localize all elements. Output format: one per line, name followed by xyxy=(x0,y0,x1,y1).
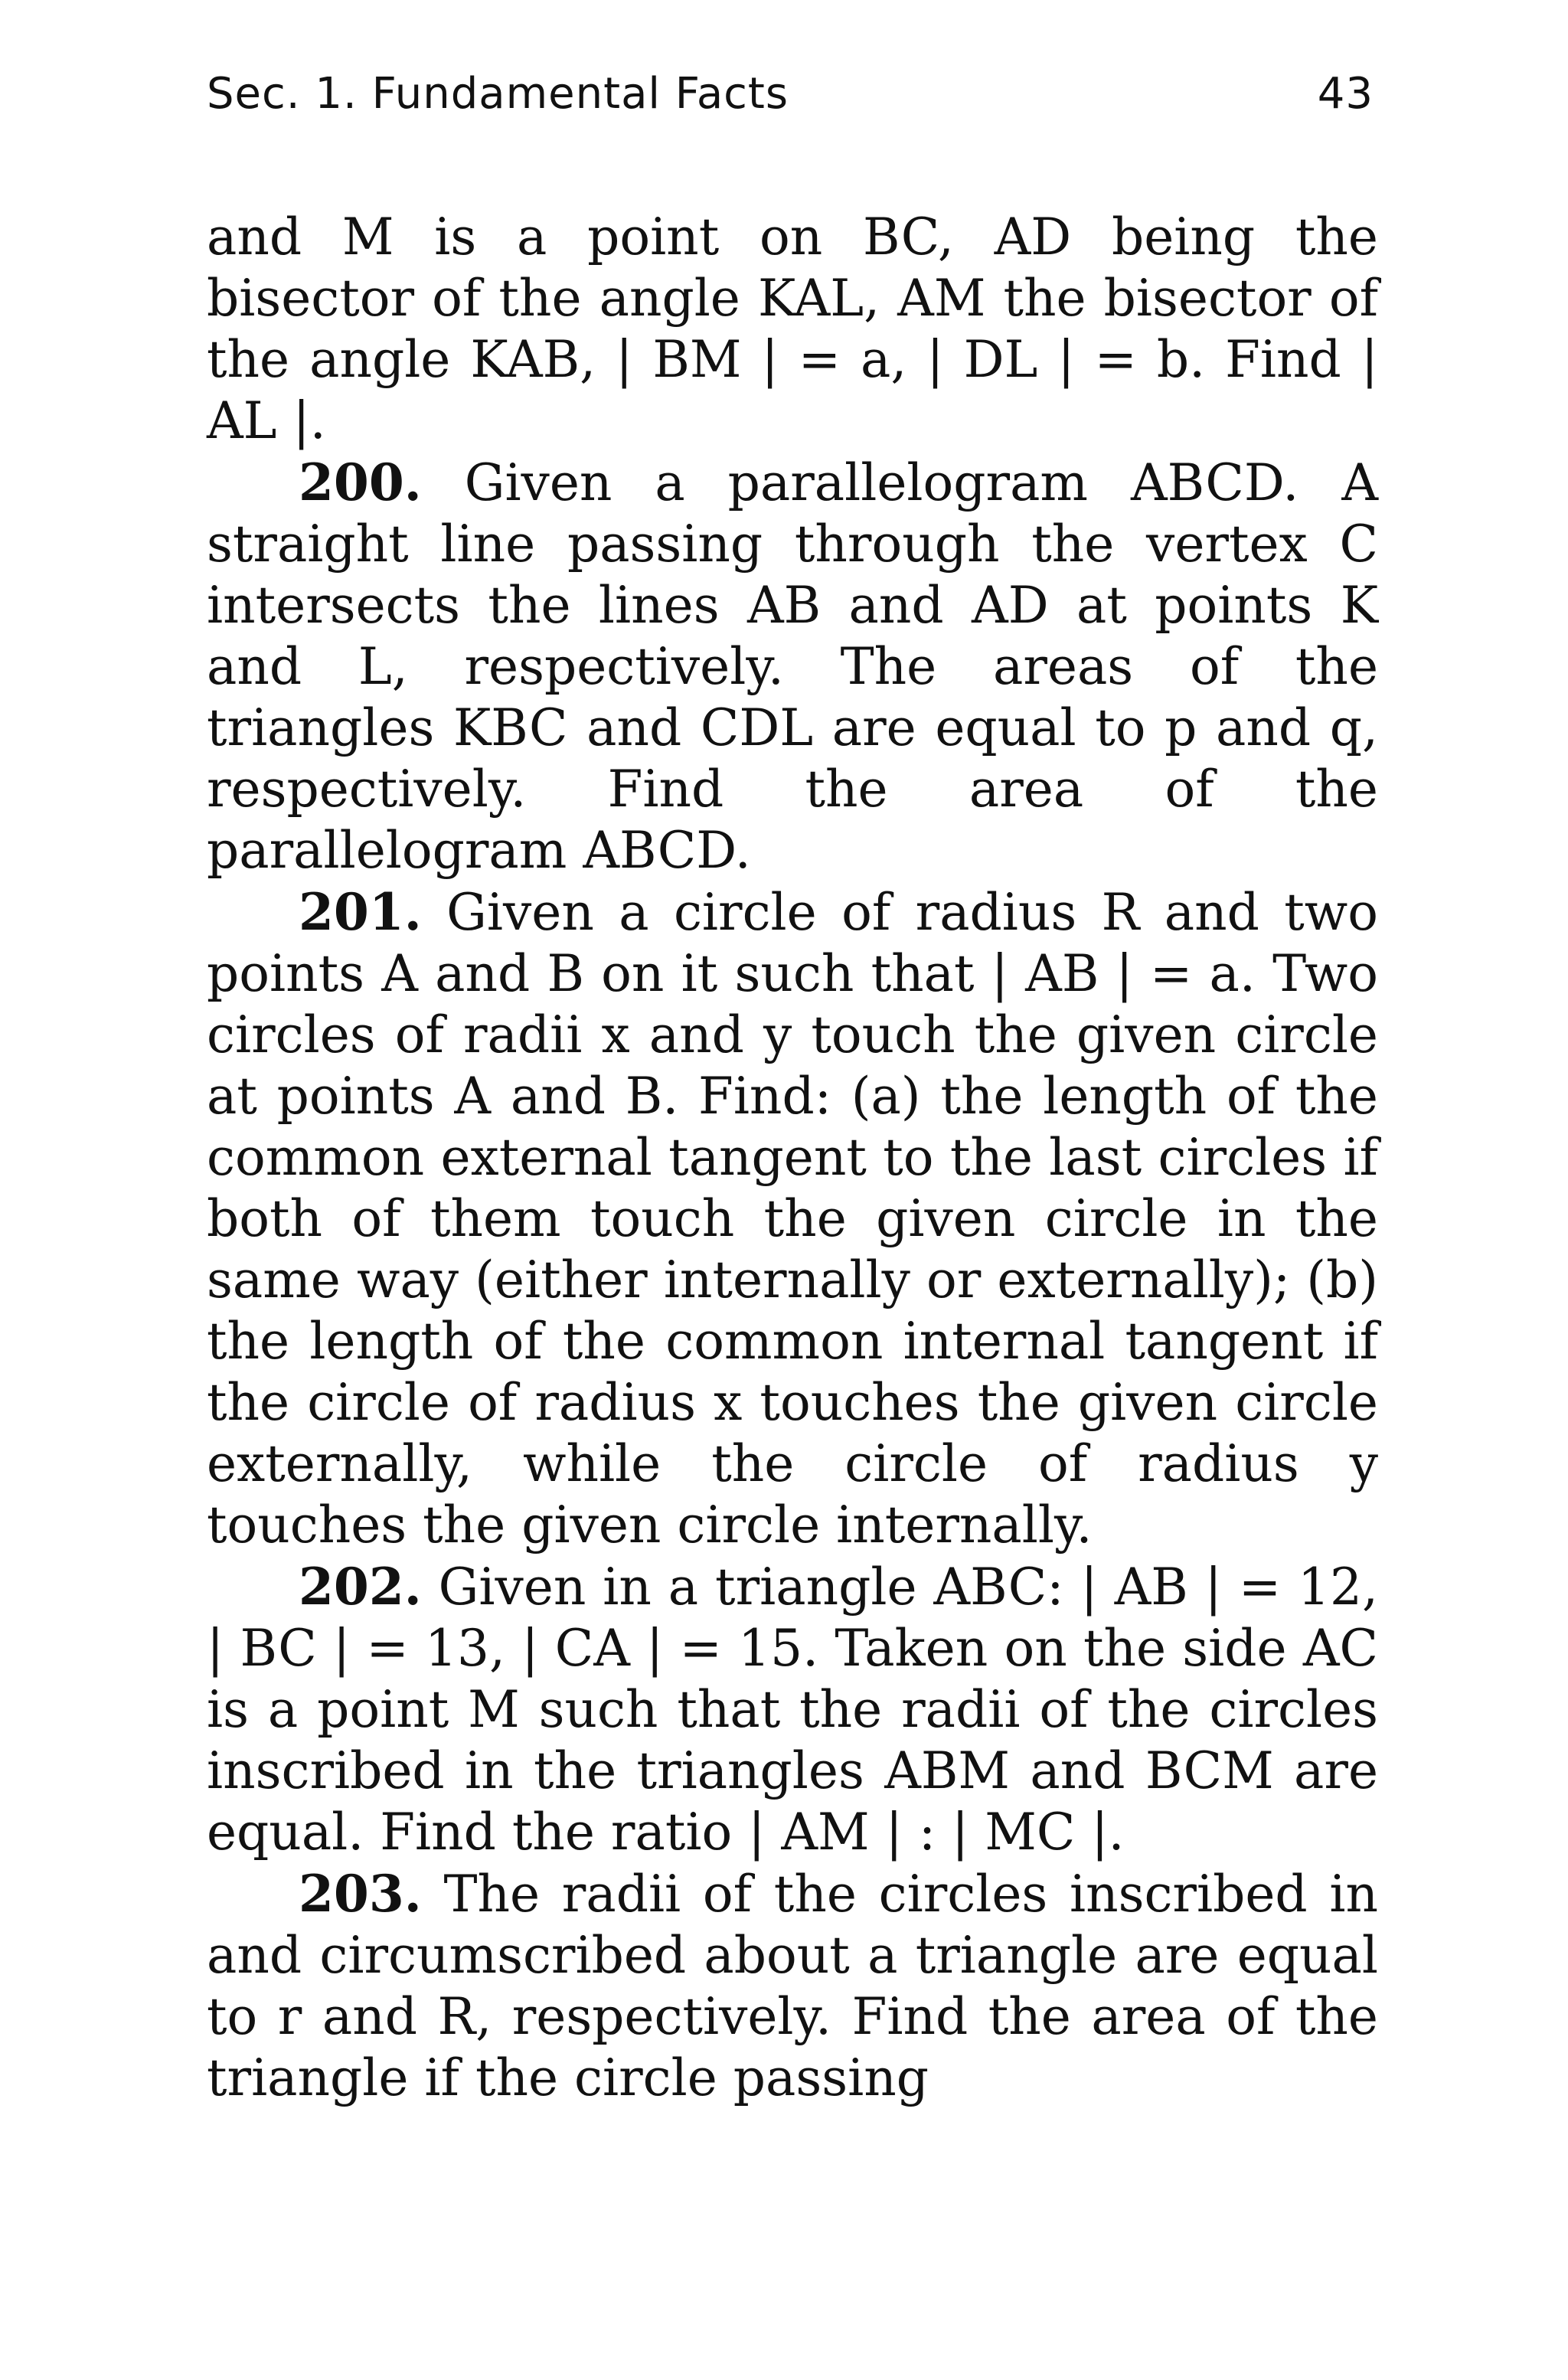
problem-number: 202. xyxy=(299,1557,422,1617)
problem-text: Given in a triangle ABC: | AB | = 12, | BC | = 13, | CA | = 15. Taken on the side AC is a point M such that the radii of the circles inscribed in the triangles ABM and BCM are equal. Find the ratio | AM | : | MC |. xyxy=(207,1558,1379,1862)
problem-202 xyxy=(207,1556,1378,1863)
problem-number: 200. xyxy=(299,453,422,512)
problem-text: Given a parallelogram ABCD. A straight line passing through the vertex C intersects the lines AB and AD at points K and L, respectively. The areas of the triangles KBC and CDL are equal to p and q, respectively. Find the area of the parallelogram ABCD. xyxy=(207,453,1379,880)
problem-number: 203. xyxy=(299,1864,422,1924)
continuation-paragraph: and M is a point on BC, AD being the bisector of the angle KAL, AM the bisector of the angle KAB, | BM | = a, | DL | = b. Find | AL |. xyxy=(207,208,1378,450)
problem-number: 201. xyxy=(299,882,422,942)
problem-text: Given a circle of radius R and two points A and B on it such that | AB | = a. Two circles of radii x and y touch the given circle at points A and B. Find: (a) the length of the common external tangent to the last circles if both of them touch the given circle in the same way (either internally or externally); (b) the length of the common internal tangent if the circle of radius x touches the given circle externally, while the circle of radius y touches the given circle internally. xyxy=(207,883,1378,1555)
body-text xyxy=(207,207,1378,2109)
page-number: 43 xyxy=(1317,69,1374,119)
running-head xyxy=(207,69,1378,138)
problem-201 xyxy=(207,881,1378,1556)
problem-200 xyxy=(207,452,1378,881)
problem-203 xyxy=(207,1863,1378,2109)
book-page xyxy=(207,69,1378,2109)
section-title: Sec. 1. Fundamental Facts xyxy=(207,69,789,119)
problem-text: The radii of the circles inscribed in and circumscribed about a triangle are equal to r and R, respectively. Find the area of the triangle if the circle passing xyxy=(207,1865,1378,2107)
